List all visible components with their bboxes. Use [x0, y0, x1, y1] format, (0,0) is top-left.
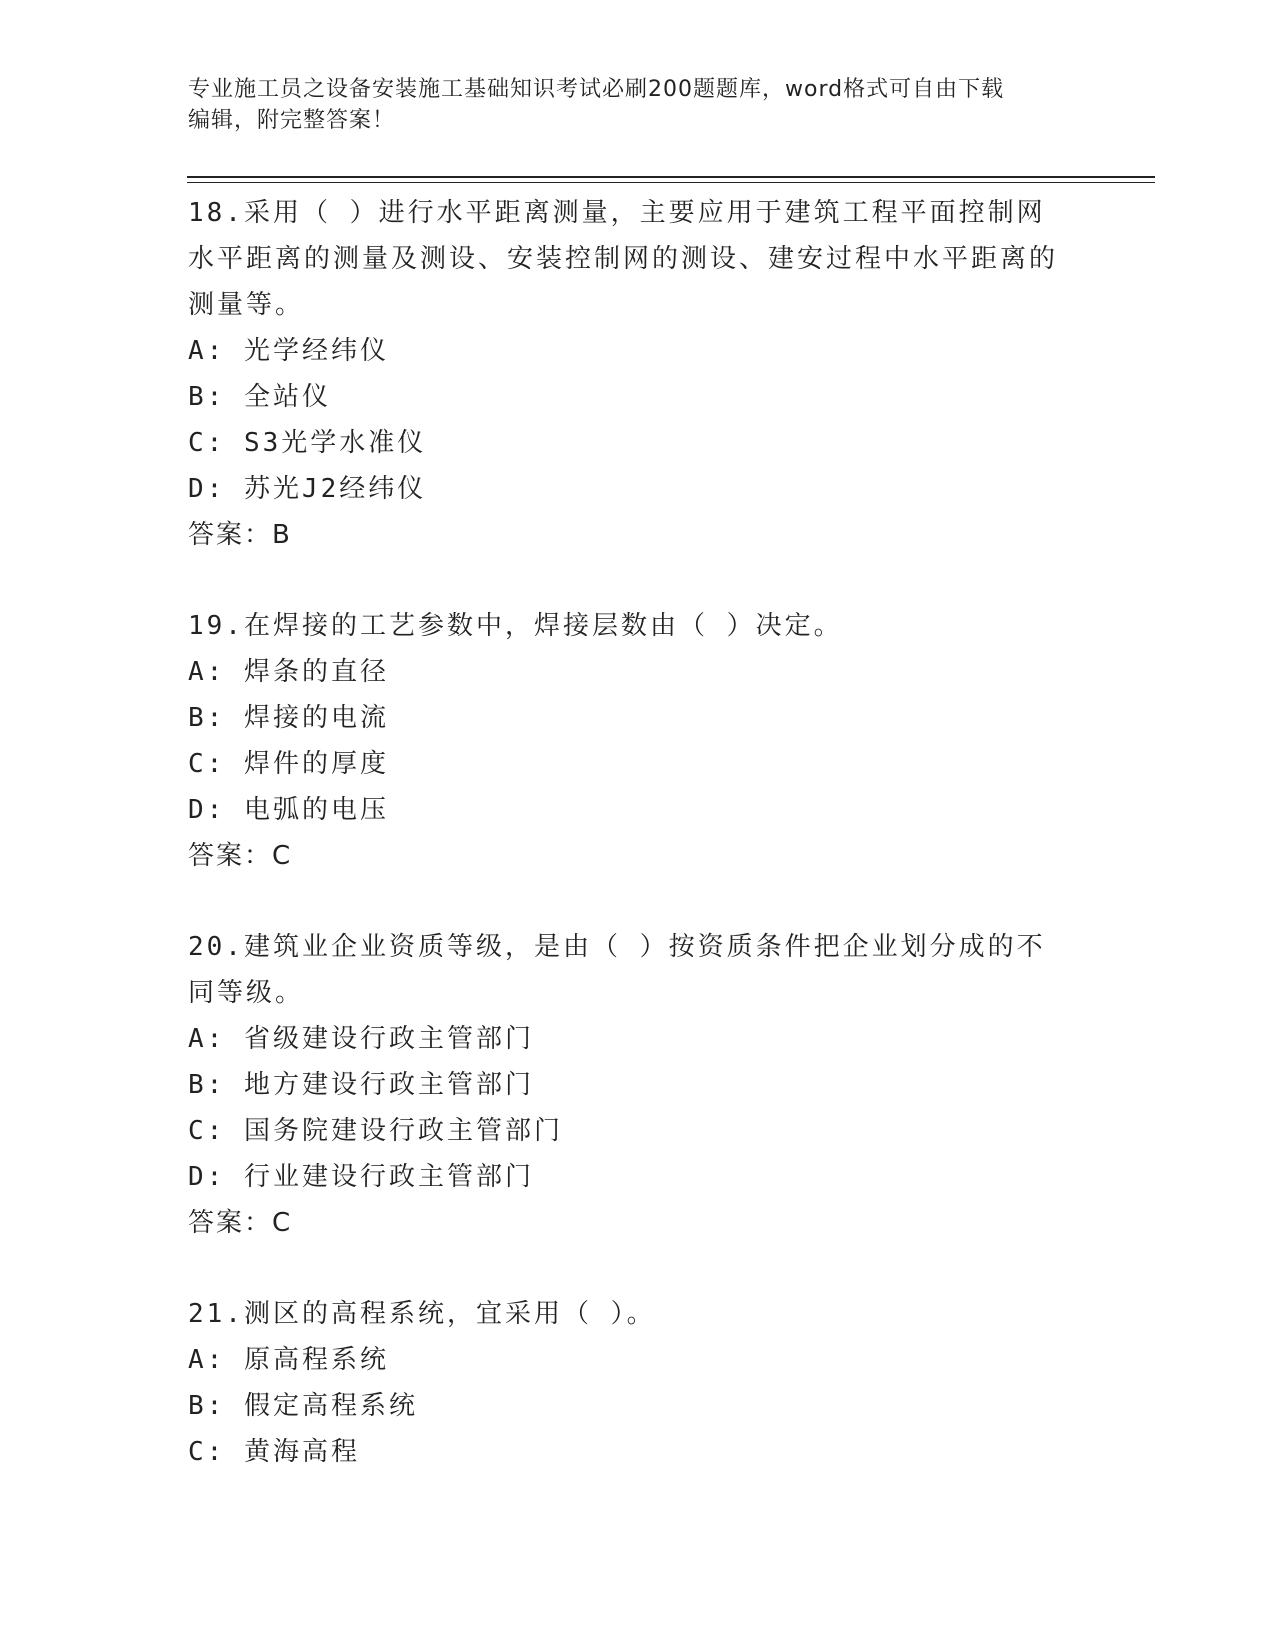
answer-line: 答案：B: [188, 520, 292, 550]
option-c: C: 国务院建设行政主管部门: [188, 1116, 563, 1146]
document-header: [188, 74, 1068, 136]
option-d: D: 行业建设行政主管部门: [188, 1162, 534, 1192]
question-21: [188, 1291, 1068, 1475]
option-d: D: 电弧的电压: [188, 795, 389, 825]
option-b: B: 焊接的电流: [188, 703, 389, 733]
question-20: [188, 924, 1068, 1246]
option-a: A: 原高程系统: [188, 1345, 389, 1375]
option-a: A: 焊条的直径: [188, 657, 389, 687]
option-a: A: 光学经纬仪: [188, 336, 389, 366]
question-stem: 21.测区的高程系统，宜采用（ ）。: [188, 1299, 656, 1329]
option-b: B: 地方建设行政主管部门: [188, 1070, 534, 1100]
header-divider-thick: [187, 176, 1155, 178]
header-line-1: 专业施工员之设备安装施工基础知识考试必刷200题题库，word格式可自由下载: [188, 77, 1005, 102]
option-b: B: 假定高程系统: [188, 1391, 418, 1421]
question-18: [188, 190, 1068, 558]
option-c: C: S3光学水准仪: [188, 428, 427, 458]
question-19: [188, 603, 1068, 879]
option-d: D: 苏光J2经纬仪: [188, 474, 427, 504]
option-b: B: 全站仪: [188, 382, 331, 412]
option-c: C: 焊件的厚度: [188, 749, 389, 779]
answer-line: 答案：C: [188, 841, 293, 871]
header-divider-thin: [187, 182, 1155, 183]
question-stem: 20.建筑业企业资质等级，是由（ ）按资质条件把企业划分成的不同等级。: [188, 932, 1046, 1008]
header-line-2: 编辑，附完整答案！: [188, 108, 396, 133]
question-list: [188, 190, 1068, 1520]
option-a: A: 省级建设行政主管部门: [188, 1024, 534, 1054]
answer-line: 答案：C: [188, 1208, 293, 1238]
question-stem: 19.在焊接的工艺参数中，焊接层数由（ ）决定。: [188, 611, 843, 641]
option-c: C: 黄海高程: [188, 1437, 360, 1467]
question-stem: 18.采用（ ）进行水平距离测量，主要应用于建筑工程平面控制网水平距离的测量及测设、安装控制网的测设、建安过程中水平距离的测量等。: [188, 198, 1059, 320]
